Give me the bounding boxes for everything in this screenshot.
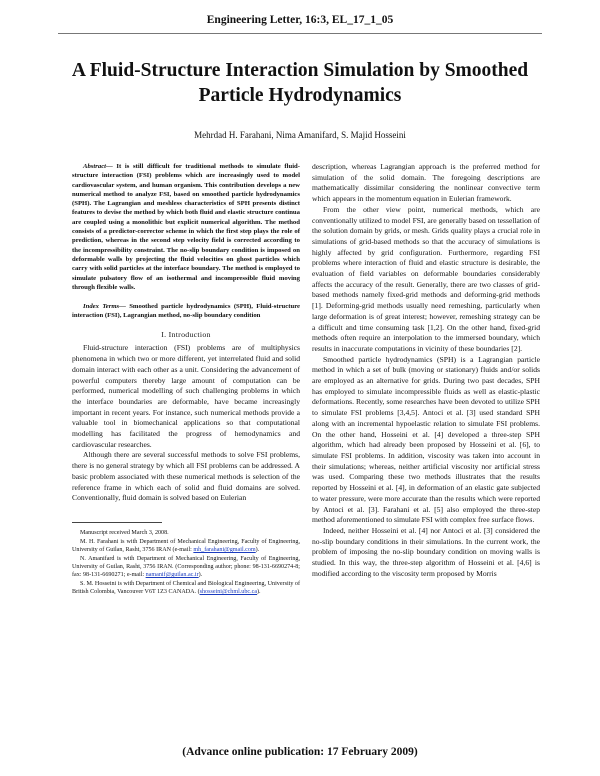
right-column bbox=[312, 162, 540, 579]
intro-paragraph: Fluid-structure interaction (FSI) problems are of multiphysics phenomena in which two or more different, yet interrelated fluid and solid domain interact with each other as a unit. Considering the advancement of powerful computers thereby large amount of computation can be performed, numerical modelling of such challenging problems in which the interface boundaries are deformable, have became increasingly important in recent years. For instance, such numerical methods provide a valuable tool in biomechanical applications so that computational modelling has facilitated the progress of hemodynamics and cardiovascular researches. bbox=[72, 343, 300, 449]
footnote-manuscript: Manuscript received March 3, 2008. bbox=[80, 530, 169, 536]
index-terms bbox=[72, 302, 300, 321]
abstract-label: Abstract bbox=[83, 163, 107, 170]
footnotes bbox=[72, 529, 300, 596]
body-paragraph: Indeed, neither Hosseini et al. [4] nor Antoci et al. [3] considered the no-slip boundary conditions in their simulations. In the current work, the problem of imposing the no-slip boundary condition on moving walls is studied. In this way, the three-step algorithm of Hosseini et al. [4,6] is modified according to the viscosity term proposed by Morris bbox=[312, 525, 540, 578]
intro-paragraph: Although there are several successful methods to solve FSI problems, there is no general strategy by which all FSI problems can be addressed. A basic problem associated with these numerical methods is selection of the reference frame in which each of solid and fluid domains are solved. Conventionally, fluid domain is solved based on Eulerian bbox=[72, 450, 300, 503]
section-heading: I. Introduction bbox=[161, 329, 211, 339]
body-paragraph: Smoothed particle hydrodynamics (SPH) is a Lagrangian particle method in which a set of bulk (moving or stationary) fluids and/or solids are employed as an alternative for grids. During two past decades, SPH has employed to simulate incompressible fluids as well as elastic-plastic deformations. Recently, some researches have been devoted to utilize SPH to simulate FSI problems [3,4,5]. Antoci et al. [3] used standard SPH along with an incremental hypoelastic relation to simulate FSI problems. On the other hand, Hosseini et al. [4] developed a three-step SPH algorithm, which had already been proposed by Hosseini et al. [6], to simulate FSI problems. In addition, viscosity was taken into account in their simulations; whereas, neither artificial viscosity nor artificial stress was used. Comparing these two methods illustrates that the results reported by Hosseini et al. [4], in deformation of an elastic gate subjected to water pressure, were more accurate than the results which were reported by Antoci et al. [3]. Farahani et al. [5] also employed the three-step method aforementioned to simulate FSI with complex free surface flows. bbox=[312, 354, 540, 525]
footnote-author-2: N. Amanifard is with Department of Mechanical Engineering, Faculty of Engineering, University of Guilan, Rasht, 3756 IRAN. (Corresponding author; phone: 98-131-6690274-8; fax: 98-131-6690271; e-mail: namanif@guilan.ac.ir). bbox=[72, 556, 300, 578]
index-terms-text: — Smoothed particle hydrodynamics (SPH), Fluid-structure interaction (FSI), Lagrangian method, no-slip boundary condition bbox=[72, 303, 301, 320]
email-link[interactable]: shosseini@chml.ubc.ca bbox=[199, 589, 258, 595]
email-link[interactable]: namanif@guilan.ac.ir bbox=[145, 572, 199, 578]
body-paragraph: description, whereas Lagrangian approach is the preferred method for simulation of the solid domain. The foregoing descriptions are mathematically dissimilar considering the nonlinear convective term which appears in the momentum equation in Eulerian framework. bbox=[312, 162, 540, 204]
body-paragraph: From the other view point, numerical methods, which are conventionally utilized to model FSI, are generally based on tessellation of the solution domain by grids, or mesh. Grids quality plays a crucial role in simulations of grid-based methods so that the accuracy of simulations is highly affected by grid configuration. Furthermore, regarding FSI problems where interaction of fluid and elastic structure is desirable, the evaluation of field variables on deformable boundaries considerably affects the accuracy of the result. Generally, there are two classes of grid-based methods namely fixed-grid methods and deforming-grid methods [1]. Deforming-grid methods usually need remeshing, particularly when large deformation is of great interest; however, remeshing strategy can be a difficult and time consuming task [1,2]. On the other hand, fixed-grid methods often require an interpolation to the immersed boundary, which results in inaccurate computations in vicinity of these boundaries [2]. bbox=[312, 204, 540, 353]
abstract-text: — It is still difficult for traditional methods to simulate fluid-structure interaction (FSI) problems which are increasingly used to model cardiovascular system, and human organism. This contribution develops a new numerical method to analyze FSI, based on smoothed particle hydrodynamics (SPH). The Lagrangian and meshless characteristics of SPH presents distinct features to devise the method by which both fluid and elastic structure continua are coupled using a monolithic but explicit numerical algorithm. The method consists of a predictor-corrector scheme in which the first step plays the role of prediction, whereas in the second step velocity field is corrected according to the incompressibility constraint. The no-slip boundary condition is imposed on deformable walls by projecting the fluid velocities on ghost particles which carry with solid particles at the interface boundary. The method is employed to simulate pulsatory flow of an isothermal and incompressible fluid moving through flexible walls. bbox=[72, 163, 300, 291]
author-list: Mehrdad H. Farahani, Nima Amanifard, S. Majid Hosseini bbox=[194, 130, 406, 140]
paper-title: A Fluid-Structure Interaction Simulation by Smoothed Particle Hydrodynamics bbox=[71, 60, 529, 106]
footnote-author-1: M. H. Farahani is with Department of Mechanical Engineering, Faculty of Engineering, University of Guilan, Rasht, 3756 IRAN (e-mail: mh_farahani@gmail.com). bbox=[72, 539, 300, 553]
index-terms-label: Index Terms bbox=[83, 303, 120, 311]
footnote-author-3: S. M. Hosseini is with Department of Chemical and Biological Engineering, University of British Colombia, Vancouver V6T 1Z3 CANADA. (shosseini@chml.ubc.ca). bbox=[72, 581, 300, 595]
email-link[interactable]: mh_farahani@gmail.com bbox=[193, 547, 256, 553]
footnote-rule bbox=[72, 522, 162, 523]
running-header: Engineering Letter, 16:3, EL_17_1_05 bbox=[206, 14, 394, 26]
abstract bbox=[72, 162, 300, 292]
left-column bbox=[72, 162, 300, 597]
publication-footer: (Advance online publication: 17 February 2009) bbox=[182, 746, 418, 758]
header-rule bbox=[58, 33, 542, 34]
